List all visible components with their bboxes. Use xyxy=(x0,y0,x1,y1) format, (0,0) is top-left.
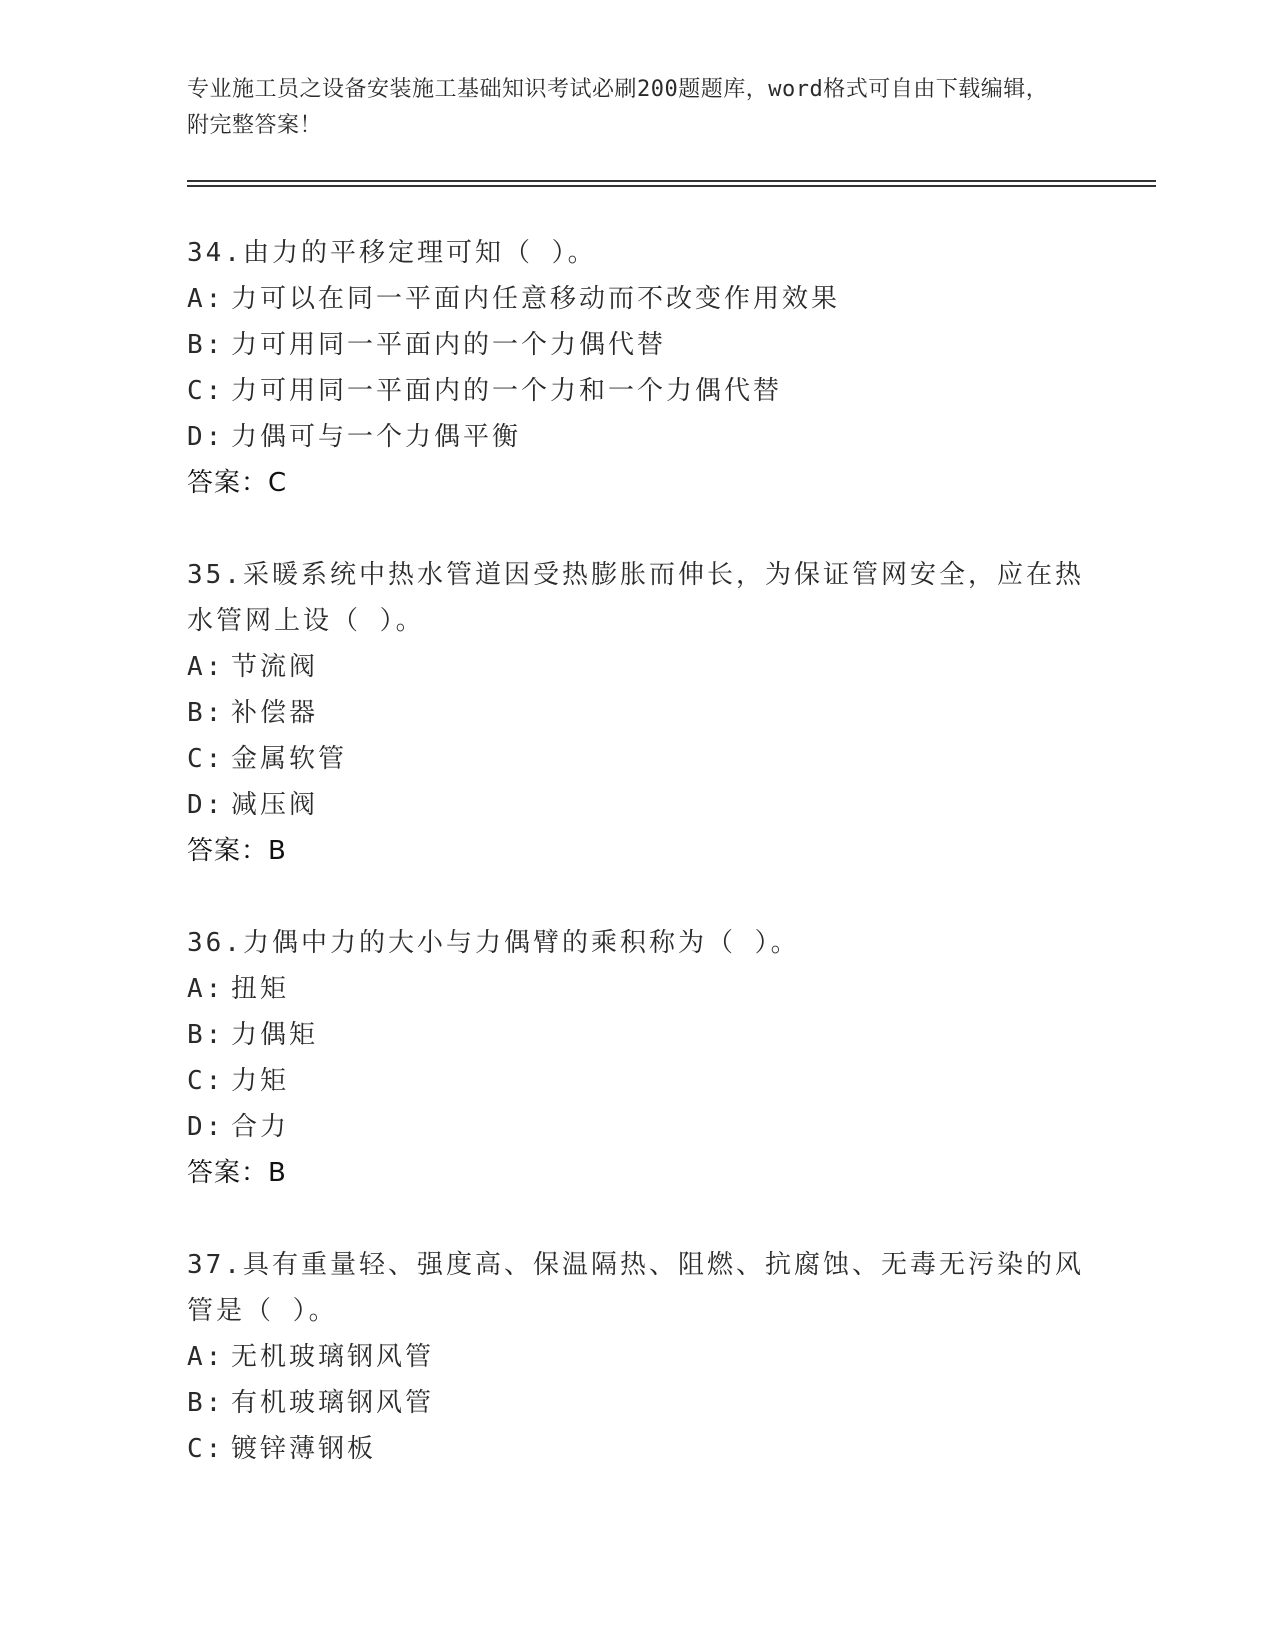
option-a xyxy=(187,966,1087,1012)
option-key: B: xyxy=(187,1020,225,1050)
option-c xyxy=(187,1058,1087,1104)
option-text: 补偿器 xyxy=(231,698,319,728)
header-divider-bottom xyxy=(187,185,1156,187)
option-text: 节流阀 xyxy=(231,652,319,682)
option-text: 合力 xyxy=(231,1112,290,1142)
option-key: B: xyxy=(187,1388,225,1418)
option-text: 力矩 xyxy=(231,1066,290,1096)
option-text: 力偶矩 xyxy=(231,1020,319,1050)
option-b xyxy=(187,690,1087,736)
option-text: 力偶可与一个力偶平衡 xyxy=(231,422,522,452)
option-d xyxy=(187,782,1087,828)
option-a xyxy=(187,1334,1087,1380)
option-b xyxy=(187,1012,1087,1058)
option-a xyxy=(187,276,1087,322)
option-key: A: xyxy=(187,284,225,314)
option-key: A: xyxy=(187,652,225,682)
question-text: 35.采暖系统中热水管道因受热膨胀而伸长，为保证管网安全，应在热水管网上设（ ）。 xyxy=(187,560,1084,636)
document-header xyxy=(187,72,1067,144)
option-text: 力可以在同一平面内任意移动而不改变作用效果 xyxy=(231,284,841,314)
option-text: 减压阀 xyxy=(231,790,319,820)
option-a xyxy=(187,644,1087,690)
option-key: B: xyxy=(187,330,225,360)
answer-line: 答案：C xyxy=(187,468,288,498)
question-35 xyxy=(187,552,1087,874)
option-key: B: xyxy=(187,698,225,728)
option-d xyxy=(187,1104,1087,1150)
header-divider-top xyxy=(187,180,1156,182)
option-key: C: xyxy=(187,376,225,406)
option-key: C: xyxy=(187,1066,225,1096)
option-key: C: xyxy=(187,744,225,774)
question-text: 34.由力的平移定理可知（ ）。 xyxy=(187,238,597,268)
option-c xyxy=(187,1426,1087,1472)
option-text: 金属软管 xyxy=(231,744,348,774)
question-text: 37.具有重量轻、强度高、保温隔热、阻燃、抗腐蚀、无毒无污染的风管是（ ）。 xyxy=(187,1250,1084,1326)
option-key: C: xyxy=(187,1434,225,1464)
option-key: A: xyxy=(187,974,225,1004)
question-list xyxy=(187,230,1087,1518)
document-title: 专业施工员之设备安装施工基础知识考试必刷200题题库，word格式可自由下载编辑，附完整答案！ xyxy=(187,77,1049,138)
question-37 xyxy=(187,1242,1087,1472)
question-text: 36.力偶中力的大小与力偶臂的乘积称为（ ）。 xyxy=(187,928,800,958)
option-text: 无机玻璃钢风管 xyxy=(231,1342,435,1372)
option-text: 力可用同一平面内的一个力偶代替 xyxy=(231,330,667,360)
option-text: 镀锌薄钢板 xyxy=(231,1434,377,1464)
option-text: 力可用同一平面内的一个力和一个力偶代替 xyxy=(231,376,783,406)
option-text: 有机玻璃钢风管 xyxy=(231,1388,435,1418)
option-d xyxy=(187,414,1087,460)
option-c xyxy=(187,736,1087,782)
option-key: A: xyxy=(187,1342,225,1372)
option-key: D: xyxy=(187,1112,225,1142)
option-key: D: xyxy=(187,790,225,820)
option-text: 扭矩 xyxy=(231,974,290,1004)
answer-line: 答案：B xyxy=(187,836,287,866)
option-key: D: xyxy=(187,422,225,452)
option-b xyxy=(187,322,1087,368)
answer-line: 答案：B xyxy=(187,1158,287,1188)
question-34 xyxy=(187,230,1087,506)
option-b xyxy=(187,1380,1087,1426)
option-c xyxy=(187,368,1087,414)
question-36 xyxy=(187,920,1087,1196)
